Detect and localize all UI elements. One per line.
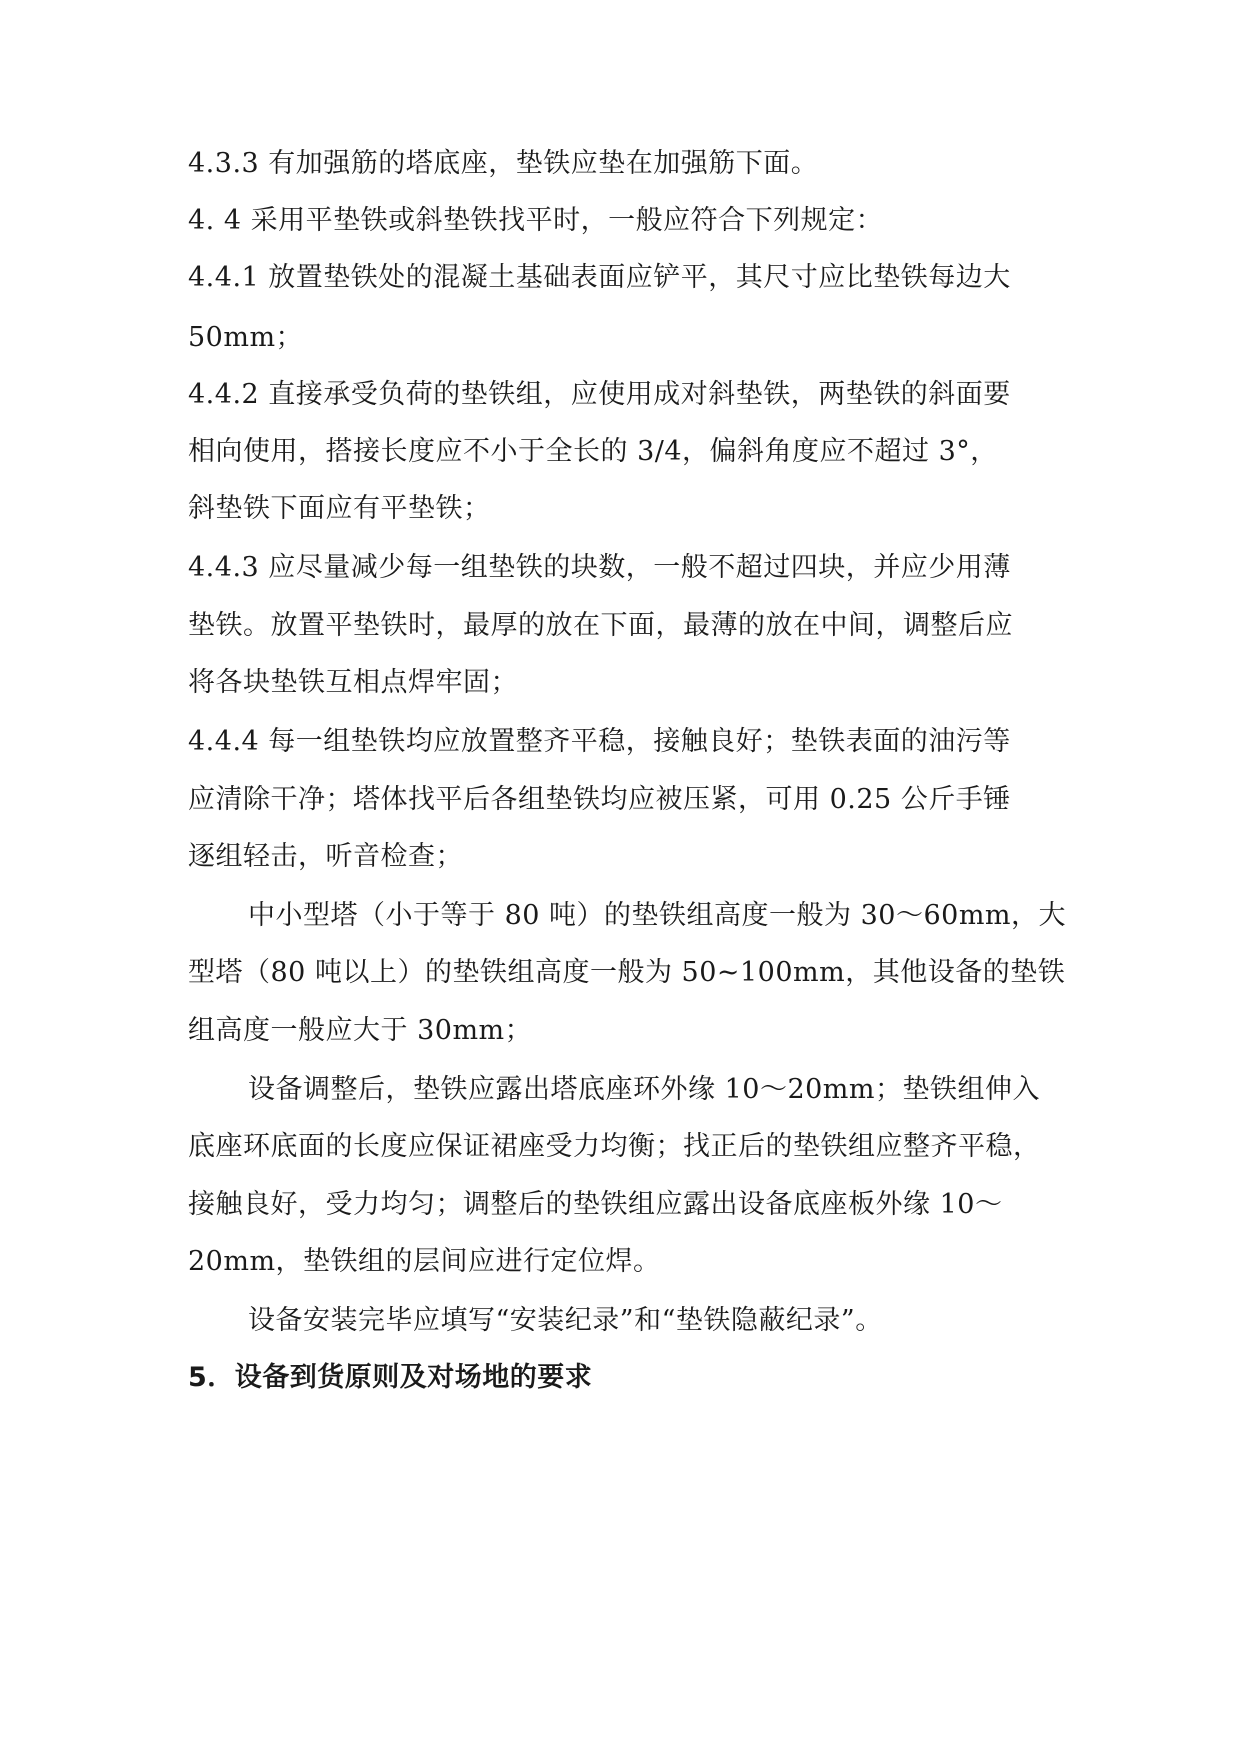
text-line-4-4-3: 4.4.3 应尽量减少每一组垫铁的块数，一般不超过四块，并应少用薄 [188,552,1011,583]
text-line-4-4-4-cont1: 应清除干净；塔体找平后各组垫铁均应被压紧，可用 0.25 公斤手锤 [188,784,1011,815]
text-line-para3: 设备安装完毕应填写“安装纪录”和“垫铁隐蔽纪录”。 [248,1305,883,1336]
text-line-para2: 设备调整后，垫铁应露出塔底座环外缘 10～20mm；垫铁组伸入 [248,1074,1040,1105]
text-line-para1: 中小型塔（小于等于 80 吨）的垫铁组高度一般为 30～60mm，大 [248,900,1067,931]
text-line-4-4-1: 4.4.1 放置垫铁处的混凝土基础表面应铲平，其尺寸应比垫铁每边大 [188,262,1011,293]
text-line-4-4-4: 4.4.4 每一组垫铁均应放置整齐平稳，接触良好；垫铁表面的油污等 [188,726,1011,757]
text-line-para2-cont2: 接触良好，受力均匀；调整后的垫铁组应露出设备底座板外缘 10～ [188,1189,1003,1220]
text-line-4-4-2-cont1: 相向使用，搭接长度应不小于全长的 3/4，偏斜角度应不超过 3°， [188,436,998,467]
text-line-4-4-2-cont2: 斜垫铁下面应有平垫铁； [188,493,491,524]
text-line-4-4-1-cont: 50mm； [188,322,304,353]
text-line-para2-cont1: 底座环底面的长度应保证裙座受力均衡；找正后的垫铁组应整齐平稳， [188,1131,1041,1162]
text-line-4-3-3: 4.3.3 有加强筋的塔底座，垫铁应垫在加强筋下面。 [188,148,819,179]
text-line-4-4-4-cont2: 逐组轻击，听音检查； [188,841,463,872]
text-line-para1-cont1: 型塔（80 吨以上）的垫铁组高度一般为 50~100mm，其他设备的垫铁 [188,957,1066,988]
text-line-para1-cont2: 组高度一般应大于 30mm； [188,1015,533,1046]
text-line-4-4: 4. 4 采用平垫铁或斜垫铁找平时，一般应符合下列规定： [188,205,884,236]
text-line-4-4-3-cont2: 将各块垫铁互相点焊牢固； [188,667,518,698]
text-line-4-4-3-cont1: 垫铁。放置平垫铁时，最厚的放在下面，最薄的放在中间，调整后应 [188,610,1013,641]
text-line-4-4-2: 4.4.2 直接承受负荷的垫铁组，应使用成对斜垫铁，两垫铁的斜面要 [188,379,1011,410]
text-line-para2-cont3: 20mm，垫铁组的层间应进行定位焊。 [188,1246,661,1277]
section-heading-5: 5．设备到货原则及对场地的要求 [188,1362,593,1393]
